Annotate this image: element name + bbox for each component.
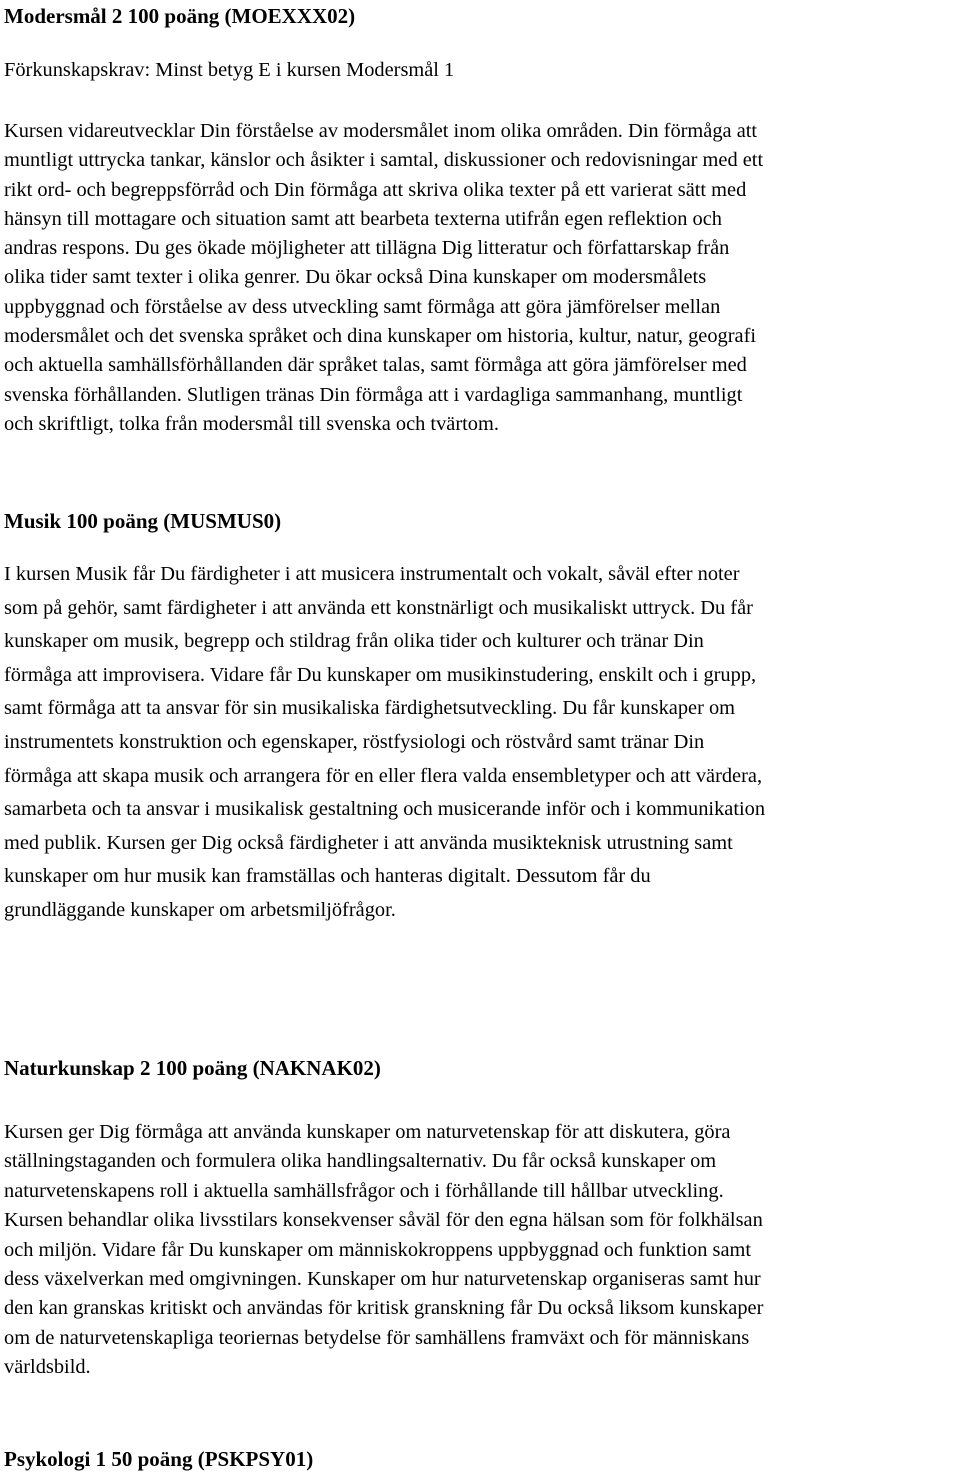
course-heading-naturkunskap: Naturkunskap 2 100 poäng (NAKNAK02) — [4, 1056, 381, 1080]
text-line: kunskaper om musik, begrepp och stildrag från olika tider och kulturer och tränar Din — [4, 630, 704, 653]
text-line: rikt ord- och begreppsförråd och Din förmåga att skriva olika texter på ett varierat sätt med — [4, 178, 747, 201]
course-description-musik — [4, 558, 956, 928]
text-line: kunskaper om hur musik kan framställas och hanteras digitalt. Dessutom får du — [4, 865, 651, 888]
text-line: världsbild. — [4, 1356, 91, 1379]
text-line: ställningstaganden och formulera olika handlingsalternativ. Du får också kunskaper om — [4, 1150, 717, 1173]
text-line: dess växelverkan med omgivningen. Kunskaper om hur naturvetenskap organiseras samt hur — [4, 1268, 761, 1291]
text-line: samt förmåga att ta ansvar för sin musikaliska färdighetsutveckling. Du får kunskaper om — [4, 697, 736, 720]
course-heading-musik: Musik 100 poäng (MUSMUS0) — [4, 509, 282, 533]
text-line: och skriftligt, tolka från modersmål till svenska och tvärtom. — [4, 412, 499, 435]
text-line: förmåga att skapa musik och arrangera för en eller flera valda ensembletyper och att värdera, — [4, 764, 763, 787]
text-line: muntligt uttrycka tankar, känslor och åsikter i samtal, diskussioner och redovisningar med ett — [4, 149, 764, 172]
text-line: grundläggande kunskaper om arbetsmiljöfrågor. — [4, 898, 396, 921]
text-line: uppbyggnad och förståelse av dess utveckling samt förmåga att göra jämförelser mellan — [4, 295, 721, 318]
text-line: och aktuella samhällsförhållanden där språket talas, samt förmåga att göra jämförelser med — [4, 354, 747, 377]
text-line: Kursen ger Dig förmåga att använda kunskaper om naturvetenskap för att diskutera, göra — [4, 1121, 731, 1143]
course-prerequisite: Förkunskapskrav: Minst betyg E i kursen Modersmål 1 — [4, 59, 455, 81]
text-line: den kan granskas kritiskt och användas för kritisk granskning får Du också liksom kunskaper — [4, 1297, 764, 1320]
text-line: svenska förhållanden. Slutligen tränas Din förmåga att i vardagliga sammanhang, muntligt — [4, 383, 743, 406]
text-line: instrumentets konstruktion och egenskaper, röstfysiologi och röstvård samt tränar Din — [4, 730, 705, 753]
text-line: olika tider samt texter i olika genrer. Du ökar också Dina kunskaper om modersmålets — [4, 266, 707, 289]
text-line: som på gehör, samt färdigheter i att använda ett konstnärligt och musikaliskt uttryck. Du får — [4, 596, 753, 619]
course-heading-modersmal: Modersmål 2 100 poäng (MOEXXX02) — [4, 4, 356, 28]
course-heading-psykologi: Psykologi 1 50 poäng (PSKPSY01) — [4, 1447, 314, 1471]
text-line: förmåga att improvisera. Vidare får Du kunskaper om musikinstudering, enskilt och i grupp, — [4, 663, 757, 686]
text-line: om de naturvetenskapliga teoriernas betydelse för samhällens framväxt och för människans — [4, 1326, 750, 1349]
text-line: Kursen behandlar olika livsstilars konsekvenser såväl för den egna hälsan som för folkhälsan — [4, 1209, 763, 1232]
text-line: andras respons. Du ges ökade möjligheter att tillägna Dig litteratur och författarskap från — [4, 237, 730, 260]
text-line: hänsyn till mottagare och situation samt att bearbeta texterna utifrån egen reflektion och — [4, 207, 722, 230]
text-line: och miljön. Vidare får Du kunskaper om människokroppens uppbyggnad och funktion samt — [4, 1238, 752, 1261]
text-line: modersmålet och det svenska språket och dina kunskaper om historia, kultur, natur, geografi — [4, 325, 757, 348]
text-line: med publik. Kursen ger Dig också färdigheter i att använda musikteknisk utrustning samt — [4, 831, 733, 854]
text-line: naturvetenskapens roll i aktuella samhällsfrågor och i förhållande till hållbar utveckling. — [4, 1179, 724, 1202]
text-line: I kursen Musik får Du färdigheter i att musicera instrumentalt och vokalt, såväl efter noter — [4, 563, 740, 585]
course-description-modersmal — [4, 117, 956, 439]
course-description-naturkunskap — [4, 1118, 956, 1383]
text-line: Kursen vidareutvecklar Din förståelse av modersmålet inom olika områden. Din förmåga att — [4, 120, 758, 142]
text-line: samarbeta och ta ansvar i musikalisk gestaltning och musicerande inför och i kommunikation — [4, 798, 766, 821]
